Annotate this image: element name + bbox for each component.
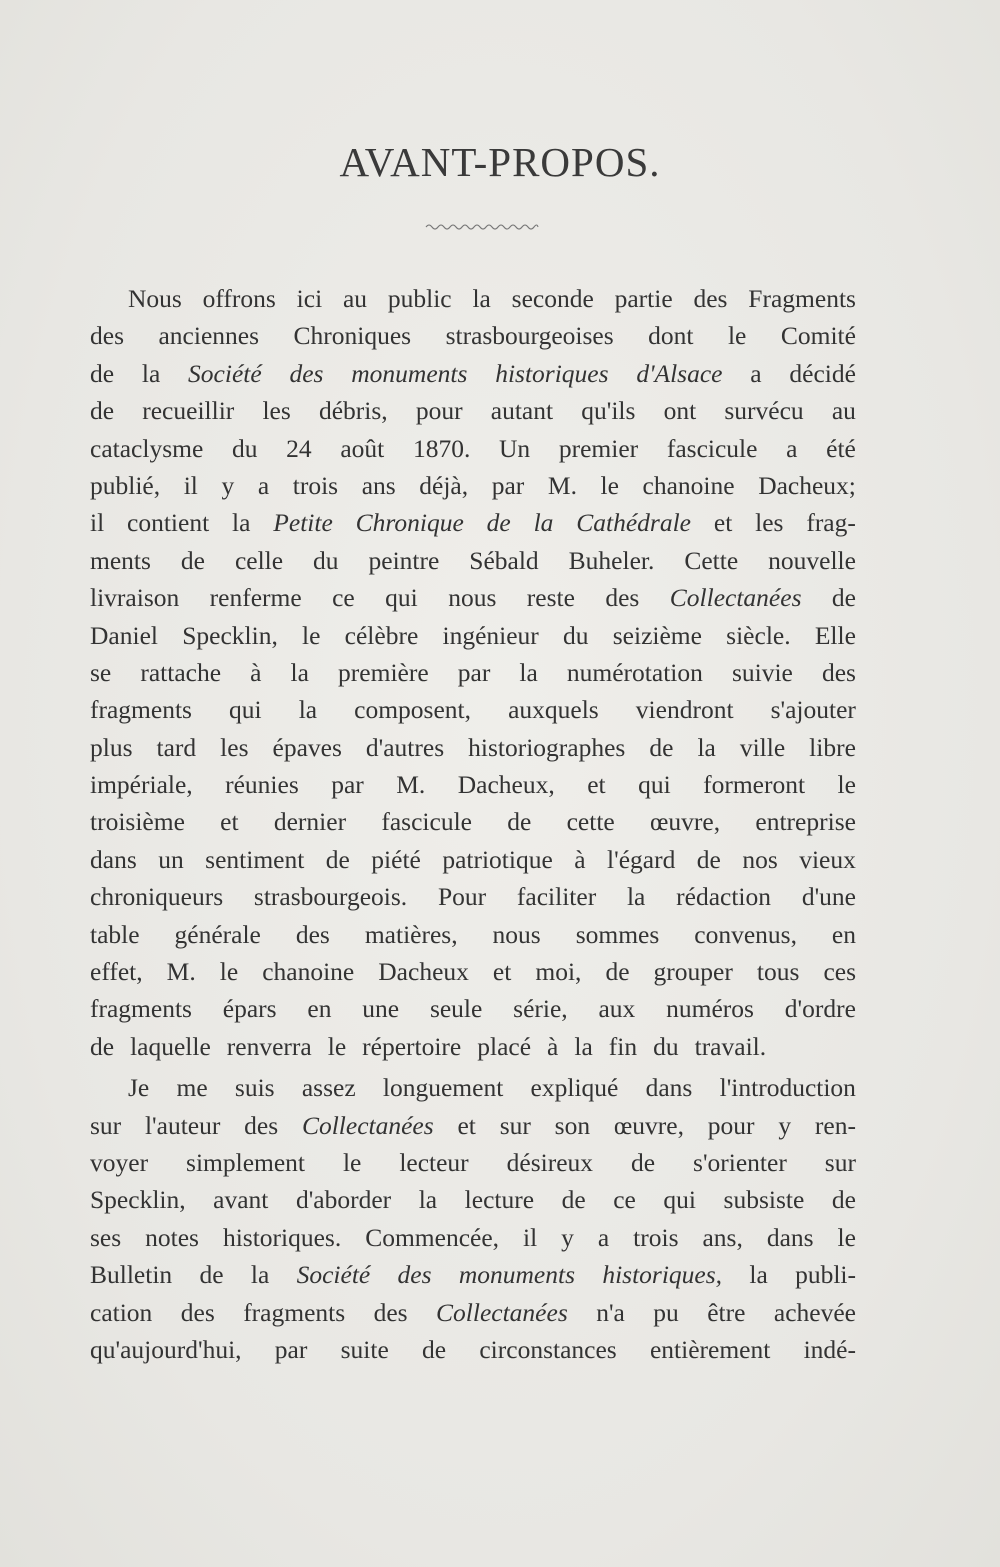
text-line: troisième et dernier fascicule de cette œuvre, entreprise [90, 807, 856, 837]
text-line: de laquelle renverra le répertoire placé à la fin du travail. [90, 1031, 767, 1061]
text-line: de la Société des monuments historiques d'Alsace a décidé [90, 358, 856, 388]
text-line: Daniel Specklin, le célèbre ingénieur du seizième siècle. Elle [90, 620, 856, 650]
text-line: se rattache à la première par la numérotation suivie des [90, 657, 856, 687]
text-line: publié, il y a trois ans déjà, par M. le chanoine Dacheux; [90, 470, 856, 500]
text-line: voyer simplement le lecteur désireux de s'orienter sur [90, 1147, 856, 1177]
text-line: cataclysme du 24 août 1870. Un premier fascicule a été [90, 433, 856, 463]
text-line: plus tard les épaves d'autres historiographes de la ville libre [90, 732, 856, 762]
text-line: Specklin, avant d'aborder la lecture de ce qui subsiste de [90, 1185, 856, 1215]
text-line: effet, M. le chanoine Dacheux et moi, de grouper tous ces [90, 957, 856, 987]
text-line: livraison renferme ce qui nous reste des Collectanées de [90, 583, 856, 613]
text-line: impériale, réunies par M. Dacheux, et qui formeront le [90, 770, 856, 800]
text-line: chroniqueurs strasbourgeois. Pour faciliter la rédaction d'une [90, 882, 856, 912]
page-title: AVANT-PROPOS. [339, 139, 661, 185]
text-line: cation des fragments des Collectanées n'a pu être achevée [90, 1297, 856, 1327]
text-line: qu'aujourd'hui, par suite de circonstances entièrement indé- [90, 1334, 856, 1364]
text-line: ments de celle du peintre Sébald Buheler. Cette nouvelle [90, 545, 856, 575]
text-line: de recueillir les débris, pour autant qu'ils ont survécu au [90, 396, 856, 426]
text-line: fragments qui la composent, auxquels viendront s'ajouter [90, 695, 856, 725]
text-line: fragments épars en une seule série, aux numéros d'ordre [90, 994, 856, 1024]
text-line: sur l'auteur des Collectanées et sur son œuvre, pour y ren- [90, 1110, 856, 1140]
text-line: Bulletin de la Société des monuments historiques, la publi- [90, 1260, 856, 1290]
text-line: ses notes historiques. Commencée, il y a trois ans, dans le [90, 1222, 856, 1252]
text-line: dans un sentiment de piété patriotique à l'égard de nos vieux [90, 844, 856, 874]
title-ornament [424, 222, 540, 232]
text-line: Nous offrons ici au public la seconde partie des Fragments [128, 284, 856, 313]
text-line: il contient la Petite Chronique de la Cathédrale et les frag- [90, 508, 856, 538]
body-text [90, 280, 856, 1368]
text-line: des anciennes Chroniques strasbourgeoises dont le Comité [90, 321, 856, 351]
text-line: Je me suis assez longuement expliqué dans l'introduction [128, 1073, 856, 1103]
text-line: table générale des matières, nous sommes convenus, en [90, 919, 856, 949]
